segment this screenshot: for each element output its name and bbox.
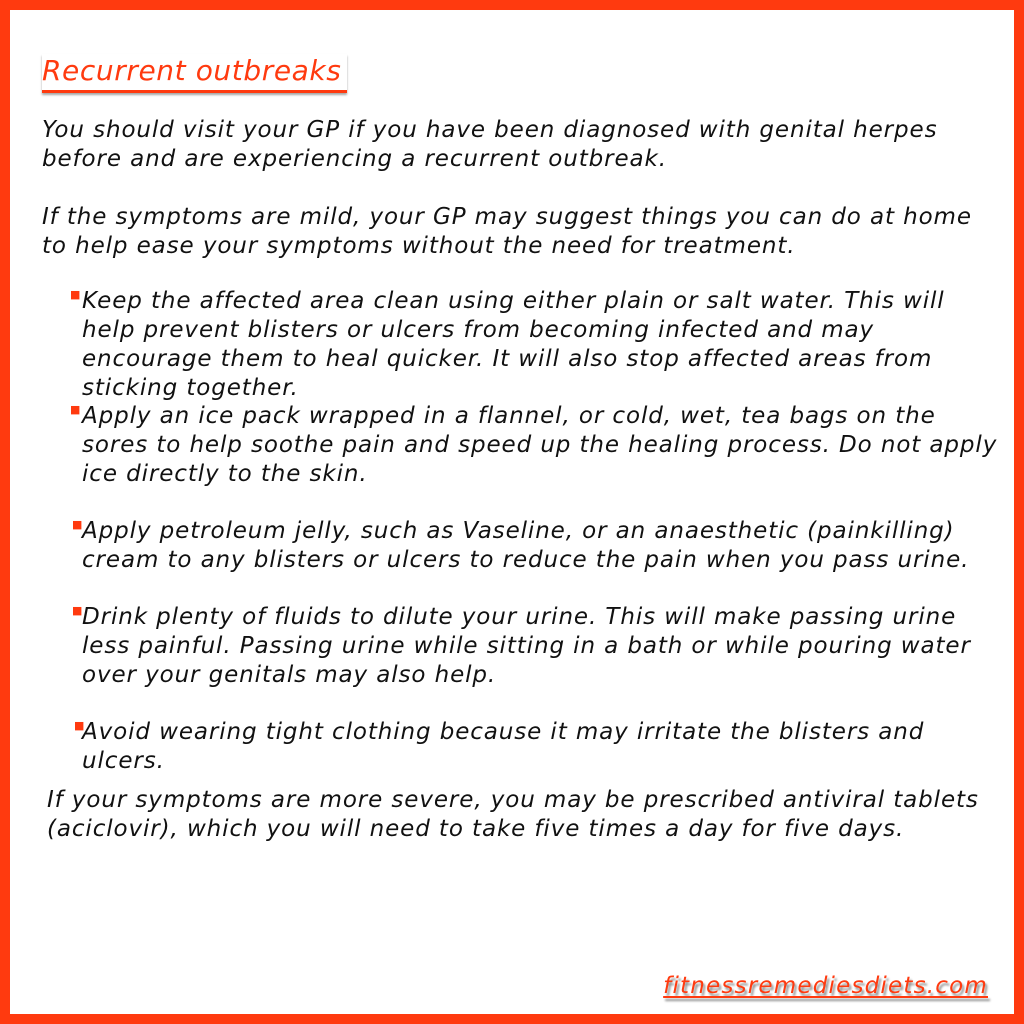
list-item-text: Keep the affected area clean using either plain or salt water. This will help prevent blisters or ulcers from becoming infected and may encourage them to heal quicker. It will also stop affected areas from sticking together. — [82, 288, 945, 401]
page-title: Recurrent outbreaks — [42, 54, 347, 93]
list-item-text: Avoid wearing tight clothing because it may irritate the blisters and ulcers. — [82, 719, 925, 774]
list-item — [70, 402, 1002, 489]
list-item-text: Apply petroleum jelly, such as Vaseline, or an anaesthetic (painkilling) cream to any blisters or ulcers to reduce the pain when you pass urine. — [82, 518, 970, 573]
bullet-icon: ■ — [74, 719, 86, 732]
intro-paragraph: If the symptoms are mild, your GP may suggest things you can do at home to help ease your symptoms without the need for treatment. — [42, 204, 972, 259]
intro-paragraph: You should visit your GP if you have been diagnosed with genital herpes before and are experiencing a recurrent outbreak. — [42, 117, 938, 172]
bullet-icon: ■ — [72, 604, 84, 617]
bullet-icon: ■ — [72, 518, 84, 531]
bullet-icon: ■ — [70, 403, 82, 416]
list-item-text: Apply an ice pack wrapped in a flannel, or cold, wet, tea bags on the sores to help soothe pain and speed up the healing process. Do not apply ice directly to the skin. — [82, 403, 998, 487]
list-item — [72, 603, 1002, 690]
list-item — [70, 287, 1002, 403]
list-item — [72, 517, 1002, 575]
list-item — [74, 718, 1002, 776]
list-item-text: Drink plenty of fluids to dilute your urine. This will make passing urine less painful. Passing urine while sitting in a bath or while pouring water over your genitals may also help. — [82, 604, 971, 688]
closing-paragraph: If your symptoms are more severe, you may be prescribed antiviral tablets (aciclovir), which you will need to take five times a day for five days. — [47, 787, 979, 842]
bullet-icon: ■ — [70, 288, 82, 301]
page-frame — [10, 10, 1014, 1014]
site-watermark: fitnessremediesdiets.com — [663, 973, 988, 999]
